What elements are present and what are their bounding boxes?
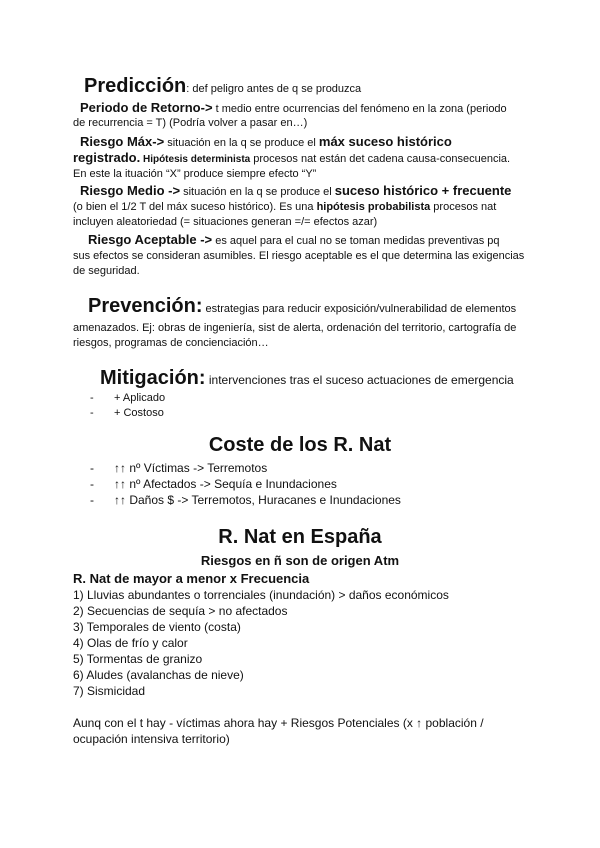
espana-note-2: ocupación intensiva territorio) [73, 732, 230, 746]
prevencion-title: Prevención: [88, 295, 203, 317]
mitigacion-line [100, 366, 514, 392]
list-item: - + Costoso [90, 407, 164, 419]
retorno-label: Periodo de Retorno-> [80, 100, 213, 115]
list-item: 7) Sismicidad [73, 684, 146, 698]
list-item: - + Aplicado [90, 392, 166, 404]
espana-heading: R. Nat en España [218, 526, 382, 548]
coste-heading: Coste de los R. Nat [208, 434, 392, 456]
prediccion-title: Predicción [84, 75, 187, 97]
retorno-line-2: de recurrencia = T) (Podría volver a pasar en…) [73, 117, 308, 129]
prevencion-line-2: amenazados. Ej: obras de ingeniería, sist de alerta, ordenación del territorio, cartografía de [73, 322, 517, 334]
prediccion-line [84, 74, 361, 101]
riesgo-max-line-2 [73, 151, 510, 167]
riesgo-aceptable-line [88, 233, 500, 248]
list-item: 1) Lluvias abundantes o torrenciales (inundación) > daños económicos [73, 588, 449, 602]
list-item: 2) Secuencias de sequía > no afectados [73, 604, 288, 618]
list-item: - ↑↑ Daños $ -> Terremotos, Huracanes e Inundaciones [90, 493, 401, 507]
riesgo-medio-label: Riesgo Medio -> [80, 183, 181, 198]
list-item: 3) Temporales de viento (costa) [73, 620, 241, 634]
riesgo-max-line [80, 135, 452, 150]
riesgo-max-text: situación en la q se produce el [164, 137, 319, 149]
riesgo-aceptable-line-2: sus efectos se consideran asumibles. El riesgo aceptable es el que determina las exigencias [73, 250, 525, 262]
riesgo-max-label: Riesgo Máx-> [80, 134, 165, 149]
riesgo-medio-line-3: incluyen aleatoriedad (= situaciones generan =/= efectos azar) [73, 216, 378, 228]
riesgo-medio-hypothesis: hipótesis probabilista [316, 201, 431, 213]
riesgo-aceptable-line-3: de seguridad. [73, 265, 140, 277]
list-item: 5) Tormentas de granizo [73, 652, 203, 666]
riesgo-medio-bold: suceso histórico + frecuente [334, 183, 512, 198]
riesgo-medio-line-2 [73, 200, 496, 214]
list-item: 6) Aludes (avalanchas de nieve) [73, 668, 244, 682]
list-item: - ↑↑ nº Víctimas -> Terremotos [90, 461, 268, 475]
prevencion-line [88, 294, 516, 321]
riesgo-max-bold-2: registrado. [73, 150, 141, 165]
riesgo-aceptable-label: Riesgo Aceptable -> [88, 232, 213, 247]
prediccion-def: : def peligro antes de q se produzca [186, 83, 362, 95]
riesgo-medio-line [80, 184, 511, 199]
riesgo-max-bold: máx suceso histórico [318, 134, 452, 149]
mitigacion-title: Mitigación: [100, 367, 206, 389]
riesgo-max-text-2: procesos nat están det cadena causa-consecuencia. [250, 153, 511, 165]
list-item: 4) Olas de frío y calor [73, 636, 188, 650]
espana-subtitle: Riesgos en ñ son de origen Atm [200, 553, 400, 568]
retorno-text: t medio entre ocurrencias del fenómeno en la zona (periodo [212, 103, 507, 115]
riesgo-medio-text-2: (o bien el 1/2 T del máx suceso histórico). Es una [73, 201, 317, 213]
espana-note: Aunq con el t hay - víctimas ahora hay + Riesgos Potenciales (x ↑ población / [73, 716, 484, 730]
riesgo-max-hypothesis: Hipótesis determinista [140, 154, 251, 165]
espana-list-title: R. Nat de mayor a menor x Frecuencia [73, 571, 310, 586]
retorno-line [80, 101, 507, 116]
riesgo-max-line-3: En este la ituación “X” produce siempre efecto “Y” [73, 168, 317, 180]
prevencion-text: estrategias para reducir exposición/vulnerabilidad de elementos [202, 303, 517, 315]
list-item: - ↑↑ nº Afectados -> Sequía e Inundaciones [90, 477, 337, 491]
prevencion-line-3: riesgos, programas de concienciación… [73, 337, 269, 349]
mitigacion-text: intervenciones tras el suceso actuaciones de emergencia [205, 373, 514, 387]
riesgo-medio-text-3: procesos nat [430, 201, 497, 213]
riesgo-aceptable-text: es aquel para el cual no se toman medidas preventivas pq [212, 235, 500, 247]
riesgo-medio-text: situación en la q se produce el [180, 186, 335, 198]
